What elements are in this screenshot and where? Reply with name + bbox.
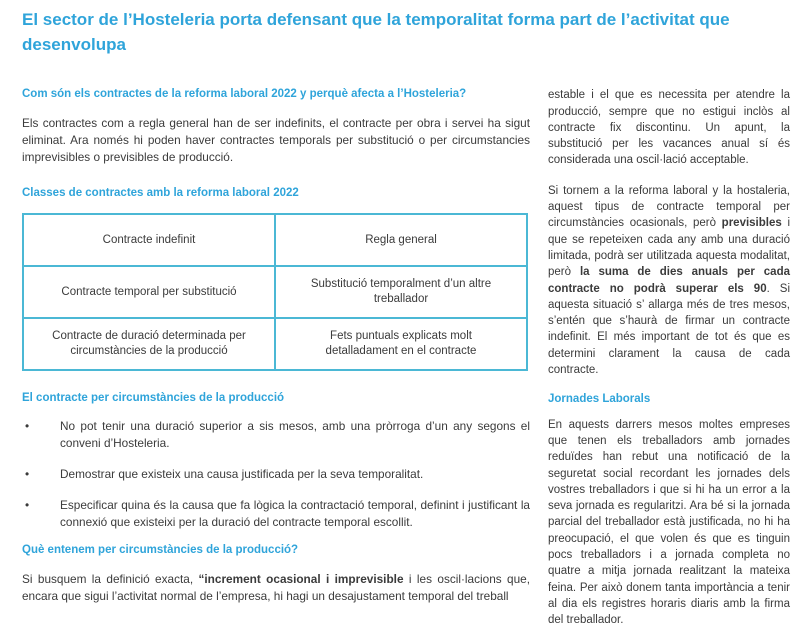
paragraph-text: Si tornem a la reforma laboral y la hostaleria, aquest tipus de contracte temporal per circumstàncies ocasionals, però [548, 184, 790, 230]
table-cell-contract-type: Contracte indefinit [23, 214, 275, 266]
table-row [23, 266, 527, 318]
content-columns [22, 87, 790, 627]
table-cell-description: Fets puntuals explicats molt detalladament en el contracte [275, 318, 527, 370]
list-item-text: Demostrar que existeix una causa justificada per la seva temporalitat. [60, 467, 424, 482]
bold-text: la suma de dies anuals per cada contracte no podrà superar els 90 [548, 266, 790, 295]
list-item [22, 497, 530, 531]
right-column [548, 87, 790, 627]
table-cell-contract-type: Contracte temporal per substitució [23, 266, 275, 318]
heading-contract-classes: Classes de contractes amb la reforma laboral 2022 [22, 186, 299, 199]
bullet-icon: • [25, 467, 30, 482]
paragraph-text: . Si aquesta situació s’ allarga més de tres mesos, s’entén que s’haurà de firmar un contracte indefinit. El més important de tot és que es determini clarament la causa de cada contracte. [548, 282, 791, 377]
list-item [22, 466, 530, 483]
left-column [22, 87, 530, 605]
table-row [23, 318, 527, 370]
heading-contracts-reform: Com són els contractes de la reforma laboral 2022 y perquè afecta a l’Hosteleria? [22, 88, 467, 101]
contract-types-table [22, 213, 528, 371]
page-title: El sector de l’Hosteleria porta defensant que la temporalitat forma part de l’activitat que desenvolupa [22, 10, 730, 54]
paragraph-reform-temporal [548, 183, 790, 379]
bullet-icon: • [25, 419, 30, 434]
list-item-text: Especificar quina és la causa que fa lògica la contractació temporal, definint i justificant la connexió que existeixi per la duració del contracte temporal escollit. [60, 498, 530, 530]
bold-text: “increment ocasional i imprevisible [198, 571, 404, 586]
table-cell-description: Substitució temporalment d’un altre treballador [275, 266, 527, 318]
paragraph-text: Si busquem la definició exacta, [22, 571, 199, 586]
paragraph-contracts-general: Els contractes com a regla general han de ser indefinits, el contracte per obra i servei ha sigut eliminat. Ara només hi poden haver contractes temporals per substitució o per circumstancies imprevisibles o previsibles de producció. [22, 115, 530, 164]
bold-text: previsibles [721, 217, 782, 230]
bullet-icon: • [25, 498, 30, 513]
paragraph-definition [22, 571, 530, 605]
production-bullet-list [22, 418, 530, 531]
table-cell-description: Regla general [275, 214, 527, 266]
paragraph-jornades: En aquests darrers mesos moltes empreses que tenen els treballadors amb jornades reduïdes han rebut una notificació de la seguretat social recordant les jornades dels vostres treballadors i que si hi ha un error a la seva jornada es regularitzi. Ara bé si la jornada parcial del treballador està justificada, no hi ha preocupació, el que volen és que es tinguin pocs treballadors i a jornada completa no quatre a mitja jornada realitzant la mateixa feina. Per això donem tanta importància a tenir al dia els registres horaris diaris amb la firma del treballador. [548, 418, 790, 627]
paragraph-text: i que se repeteixen cada any amb una duració limitada, podrà ser utilitzada aquesta modalitat, però [548, 217, 791, 279]
paragraph-stable-production: estable i el que es necessita per atendre la producció, sempre que no estigui inclòs al contracte fix discontinu. Un apunt, la substitució per les vacances anual sí és considerada una oscil·lació acceptable. [548, 89, 790, 167]
heading-production-circumstances: El contracte per circumstàncies de la producció [22, 392, 285, 405]
list-item [22, 418, 530, 452]
heading-definition-question: Què entenem per circumstàncies de la producció? [22, 544, 299, 557]
paragraph-text: i les oscil·lacions que, encara que sigui l’activitat normal de l’empresa, hi hagi un desajustament temporal del treball [22, 571, 531, 603]
heading-jornades-laborals: Jornades Laborals [548, 393, 651, 406]
table-cell-contract-type: Contracte de duració determinada per circumstàncies de la producció [23, 318, 275, 370]
table-row [23, 214, 527, 266]
list-item-text: No pot tenir una duració superior a sis mesos, amb una pròrroga d’un any segons el conveni d’Hosteleria. [60, 419, 530, 451]
